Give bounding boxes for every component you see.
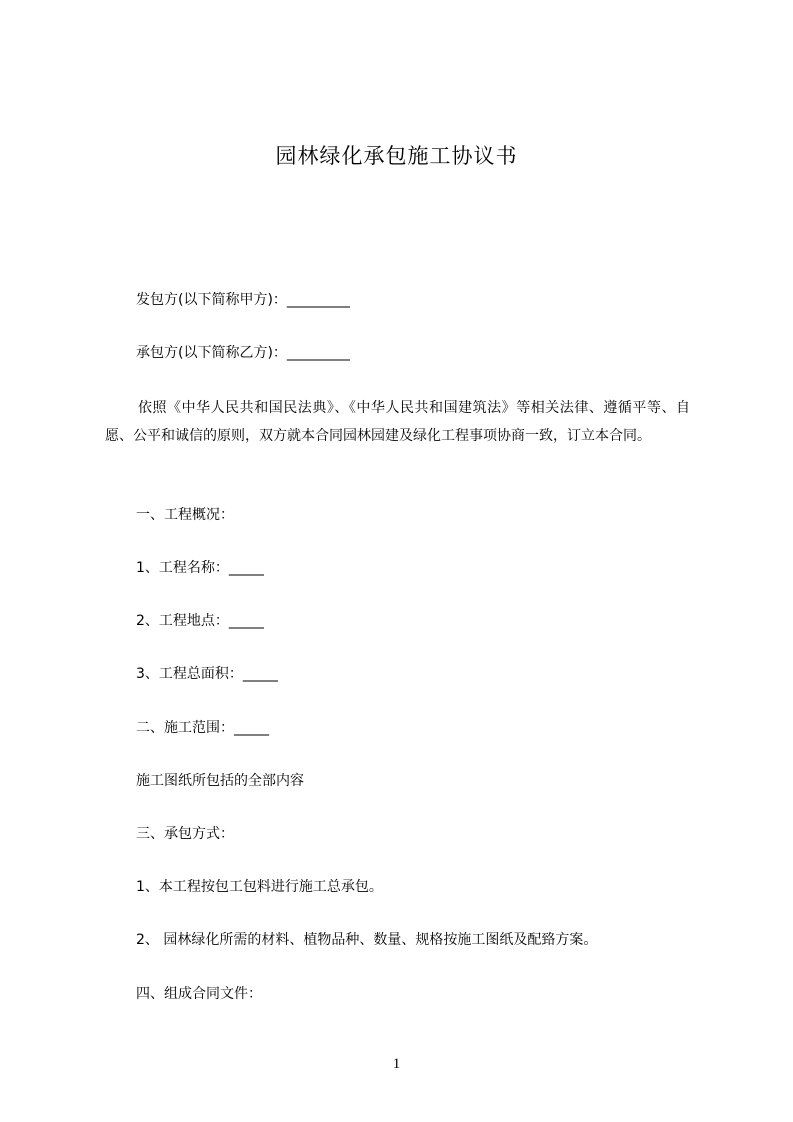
section-3-heading: 三、承包方式： [136,826,234,842]
item-project-name: 1、工程名称：_____ [136,560,264,576]
party-a-line: 发包方(以下简称甲方)：_________ [136,292,350,308]
item-contract-method: 1、本工程按包工包料进行施工总承包。 [136,879,383,895]
item-project-area: 3、工程总面积：_____ [136,666,278,682]
page-number: 1 [392,1056,401,1072]
section-2-heading: 二、施工范围：_____ [136,720,269,736]
item-materials: 2、 园林绿化所需的材料、植物品种、数量、规格按施工图纸及配臵方案。 [136,932,598,948]
section-2-body: 施工图纸所包括的全部内容 [136,773,304,789]
document-title: 园林绿化承包施工协议书 [275,144,518,168]
section-1-heading: 一、工程概况： [136,507,234,523]
party-b-line: 承包方(以下简称乙方)：_________ [136,345,350,361]
preamble-paragraph: 依照《中华人民共和国民法典》、《中华人民共和国建筑法》等相关法律、遵循平等、自愿、公平和诚信的原则，双方就本合同园林园建及绿化工程事项协商一致，订立本合同。 [105,400,690,444]
section-4-heading: 四、组成合同文件： [136,986,262,1002]
item-project-location: 2、工程地点：_____ [136,613,264,629]
